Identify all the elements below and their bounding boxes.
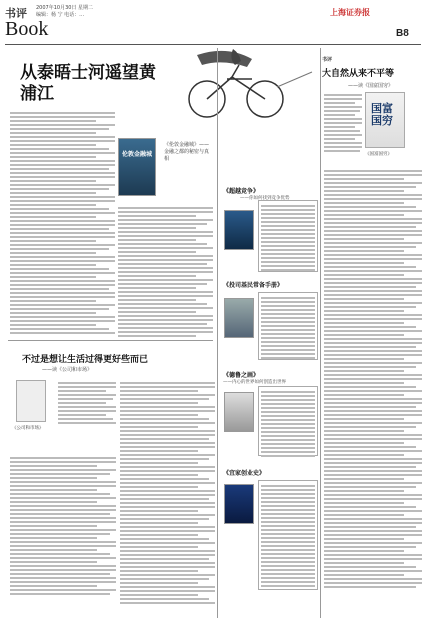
second-article-body-3 xyxy=(120,380,215,606)
wealth-caption: 《国富国穷》 xyxy=(365,152,392,157)
main-article-body-1 xyxy=(10,110,115,336)
paper-name: 上海证券报 xyxy=(330,8,370,17)
book-caption: 《伦敦金融城》——金融之都的秘密与真相 xyxy=(164,142,210,162)
book-cover-ikea xyxy=(224,484,254,524)
book-cover-wealth-nations xyxy=(365,92,405,148)
cyclist-illustration xyxy=(167,37,317,132)
book-cover-beyond-competition xyxy=(224,210,254,250)
right-section-label: 书评 xyxy=(322,57,333,63)
book-cover-company xyxy=(16,380,46,422)
section-title-4: 《宜家创业史》 xyxy=(223,470,266,477)
right-headline: 大自然从来不平等 xyxy=(322,69,395,79)
right-article-body-2 xyxy=(324,168,422,590)
section-title-3: 《德鲁之画》 xyxy=(223,372,260,379)
section-title-1: 《超越竞争》 xyxy=(223,188,260,195)
right-article-body-1 xyxy=(324,92,362,154)
section-body-3 xyxy=(258,386,318,456)
main-article-body-2 xyxy=(118,205,213,339)
company-caption: 《公司和市场》 xyxy=(12,426,44,431)
section-body-1 xyxy=(258,200,318,272)
section-body-4 xyxy=(258,480,318,590)
book-cover-drucker xyxy=(224,392,254,432)
right-subheadline: ——读《国富国穷》 xyxy=(348,83,394,89)
second-article-body-2 xyxy=(10,455,116,597)
divider xyxy=(8,340,213,341)
section-body-2 xyxy=(258,292,318,360)
book-cover-fund-handbook xyxy=(224,298,254,338)
page-number: B8 xyxy=(396,28,409,39)
book-cover-london xyxy=(118,138,156,196)
section-subtitle-3: ——内心的世界如何创造出世界 xyxy=(223,380,286,385)
second-article-body-1 xyxy=(58,380,116,426)
second-headline: 不过是想让生活过得更好些而已 xyxy=(22,355,149,365)
section-title-2: 《投司基民常备手册》 xyxy=(223,282,284,289)
section-subtitle-1: ——你如何找到竞争优势 xyxy=(240,196,290,201)
date-line-2: 编辑：杨 宁 电话：… xyxy=(36,12,85,18)
column-divider-2 xyxy=(320,48,321,618)
column-divider-1 xyxy=(217,48,218,618)
cover-title-wealth: 国富国穷 xyxy=(371,102,393,127)
main-headline: 从泰晤士河遥望黄浦江 xyxy=(20,63,156,104)
section-tag: 书评 xyxy=(5,8,27,20)
date-line xyxy=(36,5,93,19)
cover-title: 伦敦金融城 xyxy=(122,151,153,158)
section-name: Book xyxy=(5,18,49,40)
date-line-1: 2007年10月30日 星期二 xyxy=(36,5,94,11)
second-subheadline: ——读《公司和市场》 xyxy=(42,367,93,373)
